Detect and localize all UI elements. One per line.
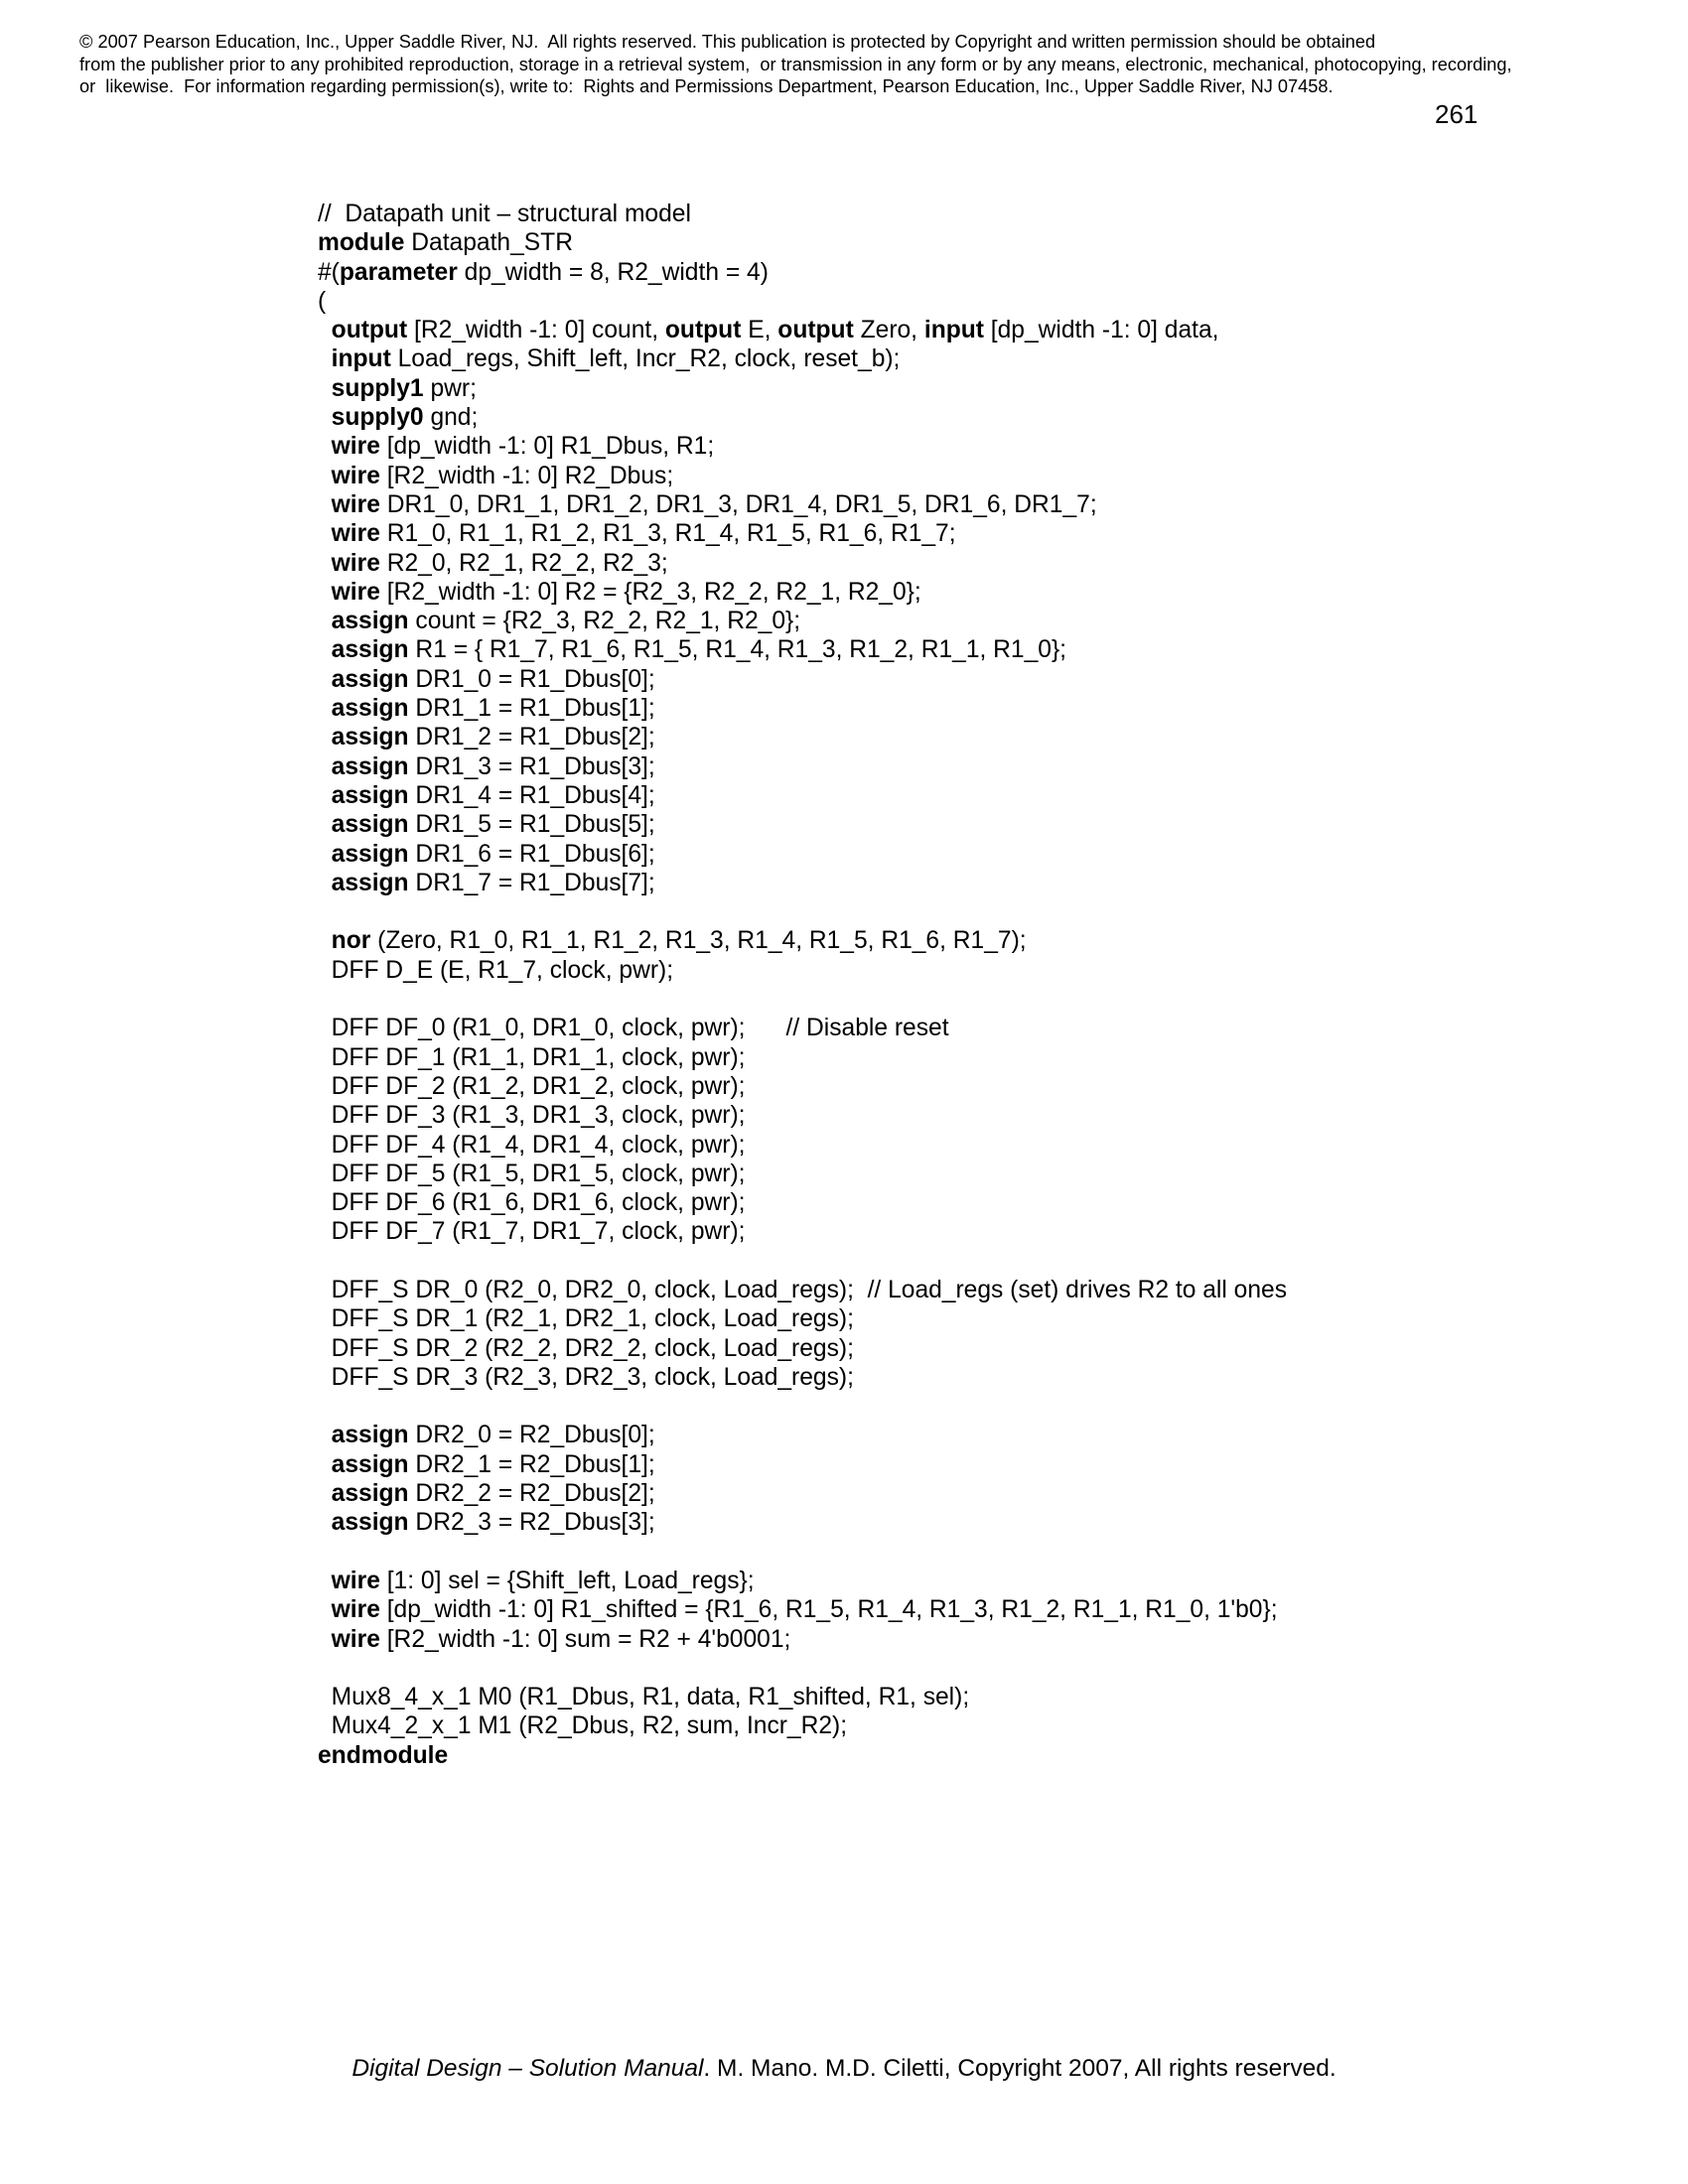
code-line	[318, 810, 1668, 839]
code-text: gnd;	[423, 404, 479, 432]
code-line	[318, 1508, 1668, 1537]
code-text	[318, 1626, 332, 1653]
code-line	[318, 781, 1668, 810]
code-text: E,	[741, 317, 778, 344]
code-text	[318, 1480, 332, 1507]
code-text: Mux8_4_x_1 M0 (R1_Dbus, R1, data, R1_shifted, R1, sel);	[318, 1684, 970, 1711]
keyword: assign	[331, 636, 409, 664]
keyword: nor	[331, 927, 371, 955]
code-text	[318, 491, 332, 518]
code-line	[318, 1450, 1668, 1479]
code-text: DFF D_E (E, R1_7, clock, pwr);	[318, 956, 674, 984]
page-footer	[0, 2054, 1688, 2084]
code-line	[318, 490, 1668, 519]
page-number: 261	[1435, 99, 1478, 129]
code-line	[318, 723, 1668, 751]
code-text	[318, 1422, 332, 1448]
keyword: wire	[331, 1567, 380, 1594]
copyright-line: or likewise. For information regarding permission(s), write to: Rights and Permissions Department, Pearson Education, Inc., Upper Saddle River, NJ 07458.	[79, 76, 1334, 96]
code-text: [R2_width -1: 0] R2_Dbus;	[379, 462, 674, 489]
code-line	[318, 403, 1668, 432]
code-text: DFF DF_4 (R1_4, DR1_4, clock, pwr);	[318, 1131, 746, 1159]
code-line	[318, 1217, 1668, 1246]
keyword: assign	[331, 608, 409, 635]
code-text: [R2_width -1: 0] sum = R2 + 4'b0001;	[379, 1625, 791, 1653]
code-line	[318, 1421, 1668, 1449]
keyword: assign	[331, 811, 409, 839]
code-line	[318, 607, 1668, 635]
keyword: input	[923, 317, 984, 344]
code-text	[318, 433, 332, 460]
code-line	[318, 228, 1668, 257]
code-line	[318, 1188, 1668, 1217]
code-text: DFF DF_0 (R1_0, DR1_0, clock, pwr); // Disable reset	[318, 1015, 949, 1042]
code-line	[318, 1043, 1668, 1072]
code-text: Zero,	[853, 317, 924, 344]
code-line	[318, 840, 1668, 869]
code-text	[318, 345, 332, 372]
code-text: DR1_4 = R1_Dbus[4];	[408, 781, 655, 809]
code-text	[318, 520, 332, 547]
keyword: assign	[331, 752, 409, 780]
keyword: parameter	[339, 258, 458, 286]
code-text	[318, 666, 332, 693]
code-text: DFF DF_7 (R1_7, DR1_7, clock, pwr);	[318, 1218, 746, 1246]
code-text: [dp_width -1: 0] data,	[983, 317, 1219, 344]
code-line	[318, 549, 1668, 578]
code-text: DR1_7 = R1_Dbus[7];	[408, 869, 655, 896]
code-line	[318, 1276, 1668, 1304]
code-text	[318, 927, 332, 954]
code-text: [R2_width -1: 0] R2 = {R2_3, R2_2, R2_1, R2_0};	[379, 578, 921, 606]
code-text: R1 = { R1_7, R1_6, R1_5, R1_4, R1_3, R1_2, R1_1, R1_0};	[408, 636, 1067, 664]
code-text: DFF_S DR_0 (R2_0, DR2_0, clock, Load_regs); // Load_regs (set) drives R2 to all ones	[318, 1276, 1287, 1303]
blank-line	[318, 897, 1668, 926]
keyword: input	[331, 345, 391, 373]
code-line	[318, 200, 1668, 228]
code-text: DR2_3 = R2_Dbus[3];	[408, 1509, 655, 1537]
code-text: DFF_S DR_3 (R2_3, DR2_3, clock, Load_regs);	[318, 1363, 854, 1391]
code-text	[318, 1568, 332, 1594]
code-text: R1_0, R1_1, R1_2, R1_3, R1_4, R1_5, R1_6, R1_7;	[379, 520, 956, 548]
keyword: assign	[331, 1509, 409, 1537]
code-line	[318, 287, 1668, 316]
keyword: assign	[331, 695, 409, 723]
keyword: output	[331, 317, 408, 344]
keyword: assign	[331, 781, 409, 809]
code-line	[318, 1683, 1668, 1711]
blank-line	[318, 1247, 1668, 1276]
keyword: wire	[331, 1625, 380, 1653]
code-text	[318, 579, 332, 606]
code-line	[318, 665, 1668, 694]
code-line	[318, 1160, 1668, 1188]
keyword: assign	[331, 724, 409, 751]
code-text: DR1_2 = R1_Dbus[2];	[408, 724, 655, 751]
code-line	[318, 1479, 1668, 1508]
code-text	[318, 841, 332, 868]
keyword: assign	[331, 665, 409, 693]
code-text: [1: 0] sel = {Shift_left, Load_regs};	[379, 1567, 755, 1594]
code-text	[318, 317, 332, 343]
keyword: module	[318, 229, 405, 257]
code-text	[318, 404, 332, 431]
code-listing	[318, 200, 1668, 1770]
code-text: DR2_0 = R2_Dbus[0];	[408, 1422, 655, 1449]
code-line	[318, 1363, 1668, 1392]
keyword: assign	[331, 1480, 409, 1508]
code-text: DR1_0, DR1_1, DR1_2, DR1_3, DR1_4, DR1_5, DR1_6, DR1_7;	[379, 490, 1097, 518]
code-line	[318, 1567, 1668, 1595]
code-line	[318, 1334, 1668, 1363]
code-line	[318, 694, 1668, 723]
code-line	[318, 926, 1668, 955]
blank-line	[318, 1654, 1668, 1683]
copyright-line: © 2007 Pearson Education, Inc., Upper Saddle River, NJ. All rights reserved. This publication is protected by Copyright and written permission should be obtained	[79, 32, 1376, 52]
code-line	[318, 432, 1668, 461]
keyword: wire	[331, 490, 380, 518]
code-text: [dp_width -1: 0] R1_shifted = {R1_6, R1_5, R1_4, R1_3, R1_2, R1_1, R1_0, 1'b0};	[379, 1596, 1278, 1624]
copyright-line: from the publisher prior to any prohibited reproduction, storage in a retrieval system, or transmission in any form or by any means, electronic, mechanical, photocopying, recording,	[79, 54, 1512, 74]
code-line	[318, 316, 1668, 344]
code-text	[318, 870, 332, 896]
code-text	[318, 375, 332, 402]
code-line	[318, 1625, 1668, 1654]
keyword: assign	[331, 1450, 409, 1478]
code-line	[318, 344, 1668, 373]
keyword: output	[664, 317, 742, 344]
keyword: assign	[331, 869, 409, 896]
code-text: DFF DF_1 (R1_1, DR1_1, clock, pwr);	[318, 1043, 746, 1071]
code-text: [R2_width -1: 0] count,	[407, 317, 665, 344]
code-text: DR2_2 = R2_Dbus[2];	[408, 1480, 655, 1508]
keyword: wire	[331, 1596, 380, 1624]
code-text: DFF_S DR_2 (R2_2, DR2_2, clock, Load_regs);	[318, 1334, 854, 1362]
code-text: DR1_1 = R1_Dbus[1];	[408, 695, 655, 723]
code-text: DR1_3 = R1_Dbus[3];	[408, 752, 655, 780]
code-line	[318, 519, 1668, 548]
code-text: DR1_5 = R1_Dbus[5];	[408, 811, 655, 839]
keyword: supply0	[331, 404, 424, 432]
code-line	[318, 374, 1668, 403]
blank-line	[318, 1392, 1668, 1421]
code-text	[318, 550, 332, 577]
code-text	[318, 636, 332, 663]
code-text: count = {R2_3, R2_2, R2_1, R2_0};	[408, 608, 801, 635]
code-text	[318, 1596, 332, 1623]
code-line	[318, 578, 1668, 607]
code-line	[318, 258, 1668, 287]
code-line	[318, 1741, 1668, 1770]
code-text	[318, 1451, 332, 1478]
keyword: assign	[331, 840, 409, 868]
keyword: endmodule	[318, 1741, 449, 1769]
code-text	[318, 695, 332, 722]
keyword: wire	[331, 520, 380, 548]
blank-line	[318, 985, 1668, 1014]
code-text: R2_0, R2_1, R2_2, R2_3;	[379, 549, 668, 577]
code-text: Load_regs, Shift_left, Incr_R2, clock, reset_b);	[390, 345, 901, 373]
code-line	[318, 1131, 1668, 1160]
code-text	[318, 753, 332, 780]
copyright-notice	[79, 31, 1628, 98]
code-text: dp_width = 8, R2_width = 4)	[457, 258, 769, 286]
code-line	[318, 869, 1668, 897]
keyword: wire	[331, 549, 380, 577]
keyword: assign	[331, 1422, 409, 1449]
code-text: DR2_1 = R2_Dbus[1];	[408, 1450, 655, 1478]
code-text: DR1_6 = R1_Dbus[6];	[408, 840, 655, 868]
code-text	[318, 608, 332, 634]
code-line	[318, 1072, 1668, 1101]
code-line	[318, 1595, 1668, 1624]
footer-credits: . M. Mano. M.D. Ciletti, Copyright 2007, All rights reserved.	[703, 2055, 1336, 2082]
code-text: // Datapath unit – structural model	[318, 201, 691, 227]
code-text: DFF DF_5 (R1_5, DR1_5, clock, pwr);	[318, 1160, 746, 1187]
code-text: DFF DF_6 (R1_6, DR1_6, clock, pwr);	[318, 1189, 746, 1217]
code-text	[318, 1509, 332, 1536]
code-text	[318, 724, 332, 751]
blank-line	[318, 1538, 1668, 1567]
code-text: #(	[318, 258, 340, 286]
code-line	[318, 752, 1668, 781]
code-text: DFF_S DR_1 (R2_1, DR2_1, clock, Load_regs);	[318, 1305, 854, 1333]
keyword: supply1	[331, 374, 424, 402]
code-line	[318, 1014, 1668, 1042]
keyword: wire	[331, 578, 380, 606]
code-text: DFF DF_3 (R1_3, DR1_3, clock, pwr);	[318, 1102, 746, 1130]
code-line	[318, 956, 1668, 985]
footer-book-title: Digital Design – Solution Manual	[352, 2055, 704, 2082]
code-text: (	[318, 287, 327, 315]
code-line	[318, 1711, 1668, 1740]
code-text: [dp_width -1: 0] R1_Dbus, R1;	[379, 433, 715, 461]
keyword: wire	[331, 462, 380, 489]
code-text: (Zero, R1_0, R1_1, R1_2, R1_3, R1_4, R1_5, R1_6, R1_7);	[370, 927, 1027, 955]
code-text: pwr;	[423, 374, 477, 402]
code-text: Datapath_STR	[404, 229, 573, 257]
code-text	[318, 782, 332, 809]
code-text: DFF DF_2 (R1_2, DR1_2, clock, pwr);	[318, 1072, 746, 1100]
code-text: DR1_0 = R1_Dbus[0];	[408, 665, 655, 693]
code-line	[318, 1101, 1668, 1130]
code-text	[318, 811, 332, 838]
code-line	[318, 1304, 1668, 1333]
code-text	[318, 463, 332, 489]
keyword: wire	[331, 433, 380, 461]
code-line	[318, 462, 1668, 490]
code-text: Mux4_2_x_1 M1 (R2_Dbus, R2, sum, Incr_R2);	[318, 1712, 848, 1740]
keyword: output	[777, 317, 854, 344]
code-line	[318, 635, 1668, 664]
